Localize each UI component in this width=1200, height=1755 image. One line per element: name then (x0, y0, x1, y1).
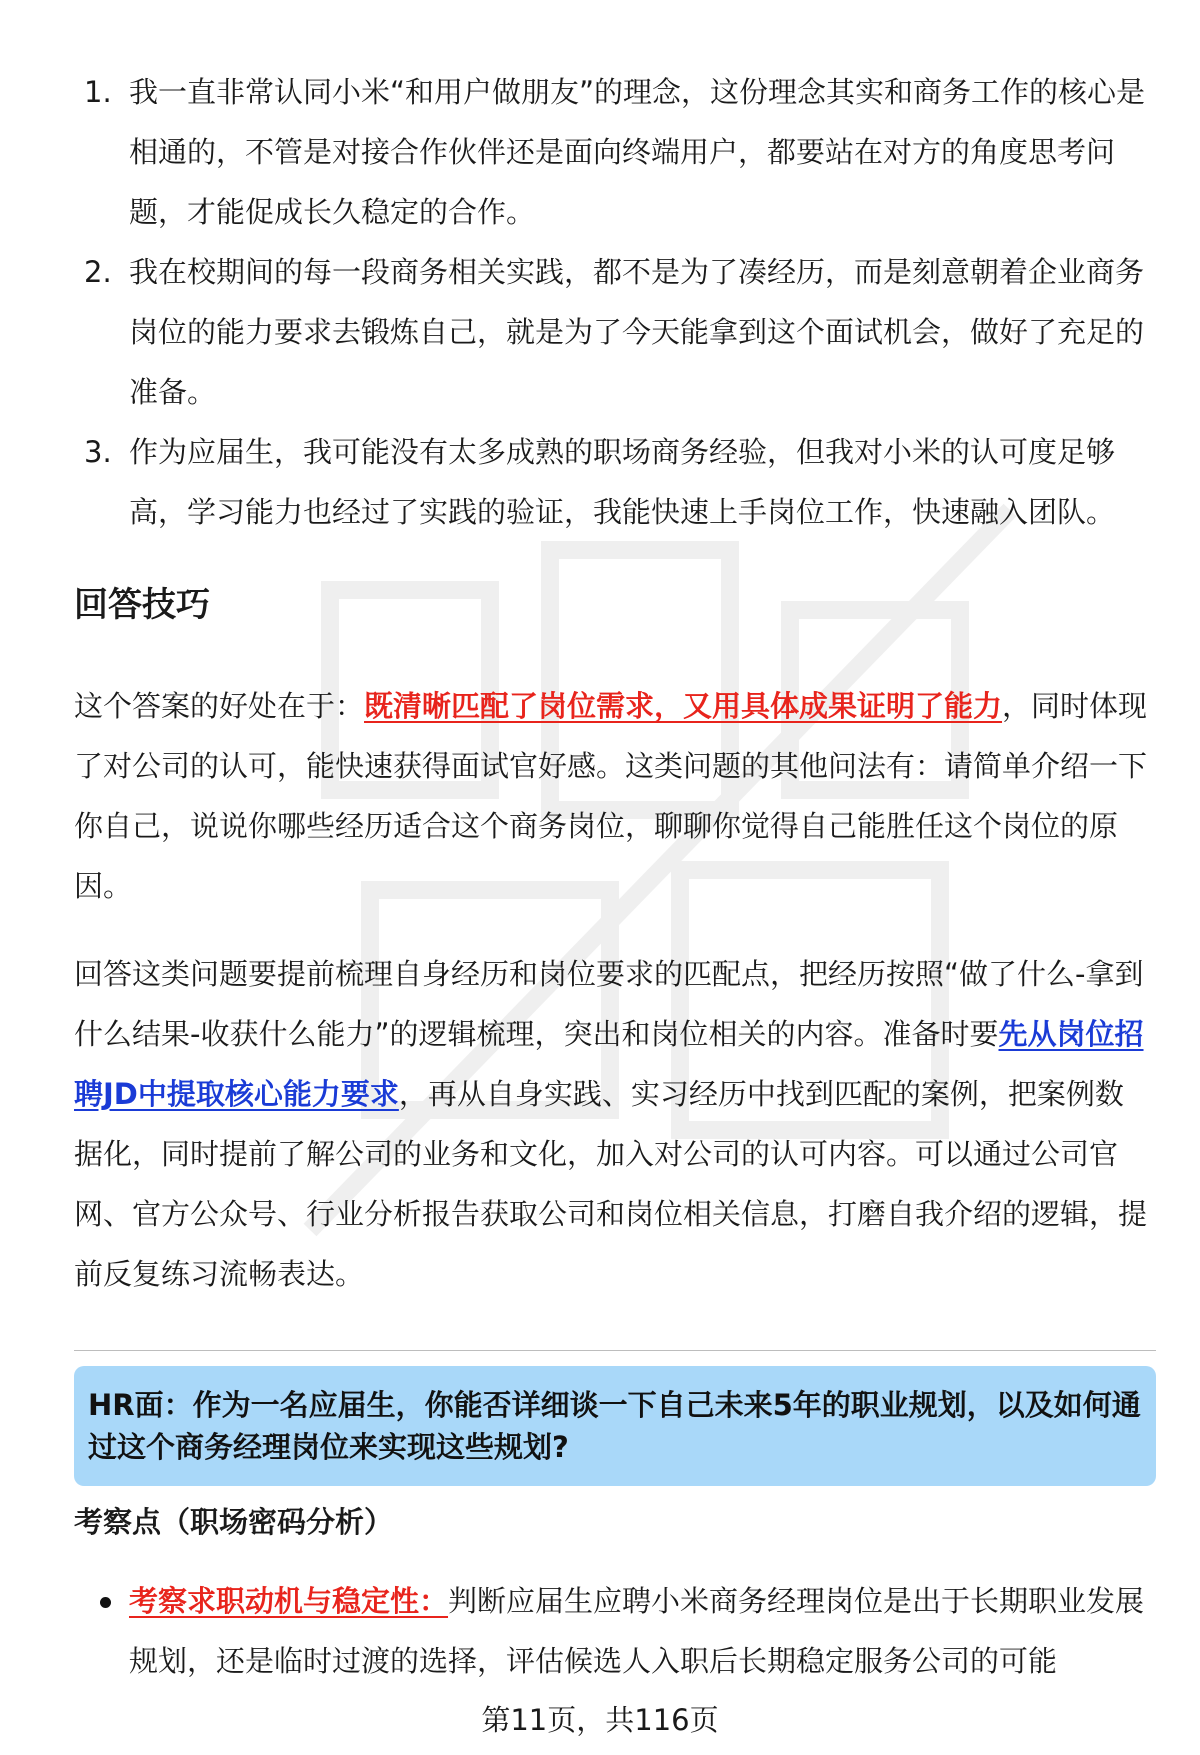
para2-before: 回答这类问题要提前梳理自身经历和岗位要求的匹配点，把经历按照“做了什么-拿到什么结果-收获什么能力”的逻辑梳理，突出和岗位相关的内容。准备时要 (74, 957, 1144, 1051)
list-item (74, 422, 1154, 542)
list-text: 我一直非常认同小米“和用户做朋友”的理念，这份理念其实和商务工作的核心是相通的，不管是对接合作伙伴还是面向终端用户，都要站在对方的角度思考问题，才能促成长久稳定的合作。 (129, 75, 1146, 229)
bullet-dot (100, 1597, 111, 1608)
section-title: 回答技巧 (74, 585, 210, 625)
list-text: 我在校期间的每一段商务相关实践，都不是为了凑经历，而是刻意朝着企业商务岗位的能力要求去锻炼自己，就是为了今天能拿到这个面试机会，做好了充足的准备。 (129, 255, 1145, 409)
list-item (74, 242, 1154, 422)
question-text: HR面：作为一名应届生，你能否详细谈一下自己未来5年的职业规划，以及如何通过这个商务经理岗位来实现这些规划? (88, 1388, 1141, 1464)
divider (74, 1350, 1156, 1351)
para1-highlight: 既清晰匹配了岗位需求，又用具体成果证明了能力 (364, 689, 1003, 723)
question-box (74, 1366, 1156, 1486)
paragraph-preparation (74, 944, 1149, 1304)
list-item (74, 62, 1154, 242)
bullet-highlight: 考察求职动机与稳定性： (129, 1584, 449, 1618)
para2-highlight: 先从岗位招聘JD中提取核心能力要求 (74, 1017, 1144, 1111)
para1-after: ，同时体现了对公司的认可，能快速获得面试官好感。这类问题的其他问法有：请简单介绍一下你自己，说说你哪些经历适合这个商务岗位，聊聊你觉得自己能胜任这个岗位的原因。 (74, 689, 1148, 903)
list-number: 1. (84, 75, 112, 109)
bullet-list (74, 1571, 1154, 1691)
list-text: 作为应届生，我可能没有太多成熟的职场商务经验，但我对小米的认可度足够高，学习能力也经过了实践的验证，我能快速上手岗位工作，快速融入团队。 (129, 435, 1116, 529)
paragraph-advantages (74, 676, 1149, 916)
numbered-list (74, 62, 1154, 542)
bullet-text: 判断应届生应聘小米商务经理岗位是出于长期职业发展规划，还是临时过渡的选择，评估候选人入职后长期稳定服务公司的可能 (129, 1584, 1145, 1678)
para2-after: ，再从自身实践、实习经历中找到匹配的案例，把案例数据化，同时提前了解公司的业务和文化，加入对公司的认可内容。可以通过公司官网、官方公众号、行业分析报告获取公司和岗位相关信息，打磨自我介绍的逻辑，提前反复练习流畅表达。 (74, 1077, 1148, 1291)
para1-before: 这个答案的好处在于： (74, 689, 365, 723)
bullet-item (74, 1571, 1154, 1691)
list-number: 2. (84, 255, 112, 289)
subsection-title: 考察点（职场密码分析） (74, 1505, 394, 1539)
list-number: 3. (84, 435, 112, 469)
page-footer: 第11页，共116页 (481, 1703, 719, 1737)
